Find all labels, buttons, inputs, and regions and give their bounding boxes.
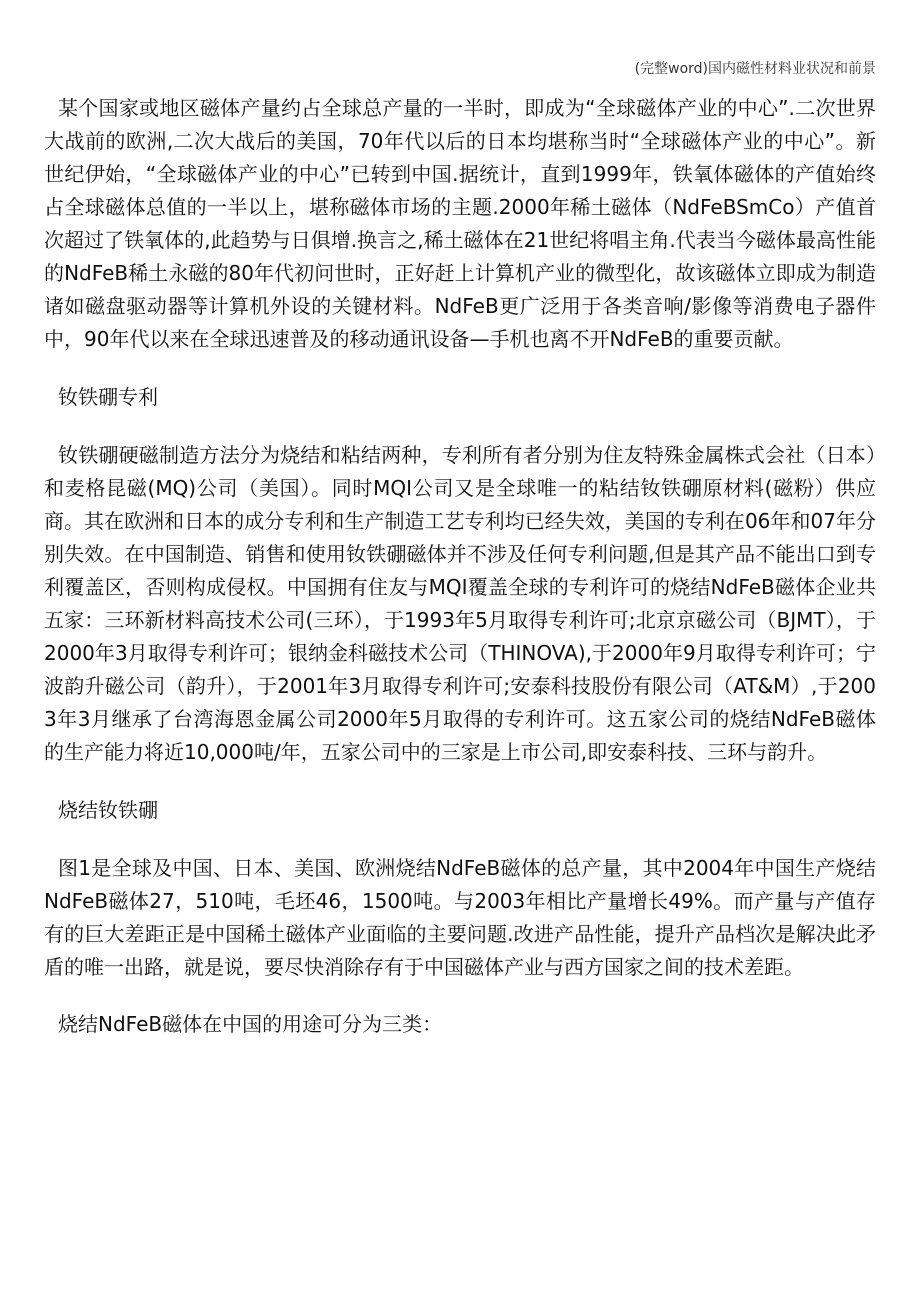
paragraph-ndfeb-uses-intro: 烧结NdFeB磁体在中国的用途可分为三类： [58,1012,443,1036]
paragraph-sintered-ndfeb-output: 图1是全球及中国、日本、美国、欧洲烧结NdFeB磁体的总产量，其中2004年中国生产烧结NdFeB磁体27，510吨，毛坯46，1500吨。与2003年相比产量增长49%。而产量与产值存有的巨大差距正是中国稀土磁体产业面临的主要问题.改进产品性能，提升产品档次是解决此矛盾的唯一出路，就是说，要尽快消除存有于中国磁体产业与西方国家之间的技术差距。 [44,856,876,979]
spacer [44,414,876,439]
spacer [44,984,876,1008]
section-heading-sintered-ndfeb: 烧结钕铁硼 [58,798,158,822]
section-heading-ndfeb-patent: 钕铁硼专利 [58,385,158,409]
paragraph-magnet-industry-center: 某个国家或地区磁体产量约占全球总产量的一半时，即成为“全球磁体产业的中心”.二次世界大战前的欧洲,二次大战后的美国，70年代以后的日本均堪称当时“全球磁体产业的中心”。新世纪伊始，“全球磁体产业的中心”已转到中国.据统计，直到1999年，铁氧体磁体的产值始终占全球磁体总值的一半以上，堪称磁体市场的主题.2000年稀土磁体（NdFeBSmCo）产值首次超过了铁氧体的,此趋势与日俱增.换言之,稀土磁体在21世纪将唱主角.代表当今磁体最高性能的NdFeB稀土永磁的80年代初问世时，正好赶上计算机产业的微型化，故该磁体立即成为制造诸如磁盘驱动器等计算机外设的关键材料。NdFeB更广泛用于各类音响/影像等消费电子器件中，90年代以来在全球迅速普及的移动通讯设备—手机也离不开NdFeB的重要贡献。 [44,96,876,351]
page-header-title: (完整word)国内磁性材料业状况和前景 [634,61,876,77]
spacer [44,827,876,852]
spacer [44,769,876,794]
spacer [44,356,876,381]
paragraph-ndfeb-patent: 钕铁硼硬磁制造方法分为烧结和粘结两种，专利所有者分别为住友特殊金属株式会社（日本）和麦格昆磁(MQ)公司（美国）。同时MQI公司又是全球唯一的粘结钕铁硼原材料(磁粉）供应商。其在欧洲和日本的成分专利和生产制造工艺专利均已经失效，美国的专利在06年和07年分别失效。在中国制造、销售和使用钕铁硼磁体并不涉及任何专利问题,但是其产品不能出口到专利覆盖区，否则构成侵权。中国拥有住友与MQI覆盖全球的专利许可的烧结NdFeB磁体企业共五家：三环新材料高技术公司(三环），于1993年5月取得专利许可;北京京磁公司（BJMT），于2000年3月取得专利许可；银纳金科磁技术公司（THINOVA),于2000年9月取得专利许可；宁波韵升磁公司（韵升），于2001年3月取得专利许可;安泰科技股份有限公司（AT&M）,于2003年3月继承了台湾海恩金属公司2000年5月取得的专利许可。这五家公司的烧结NdFeB磁体的生产能力将近10,000吨/年，五家公司中的三家是上市公司,即安泰科技、三环与韵升。 [44,443,876,764]
document-body [44,92,876,1041]
